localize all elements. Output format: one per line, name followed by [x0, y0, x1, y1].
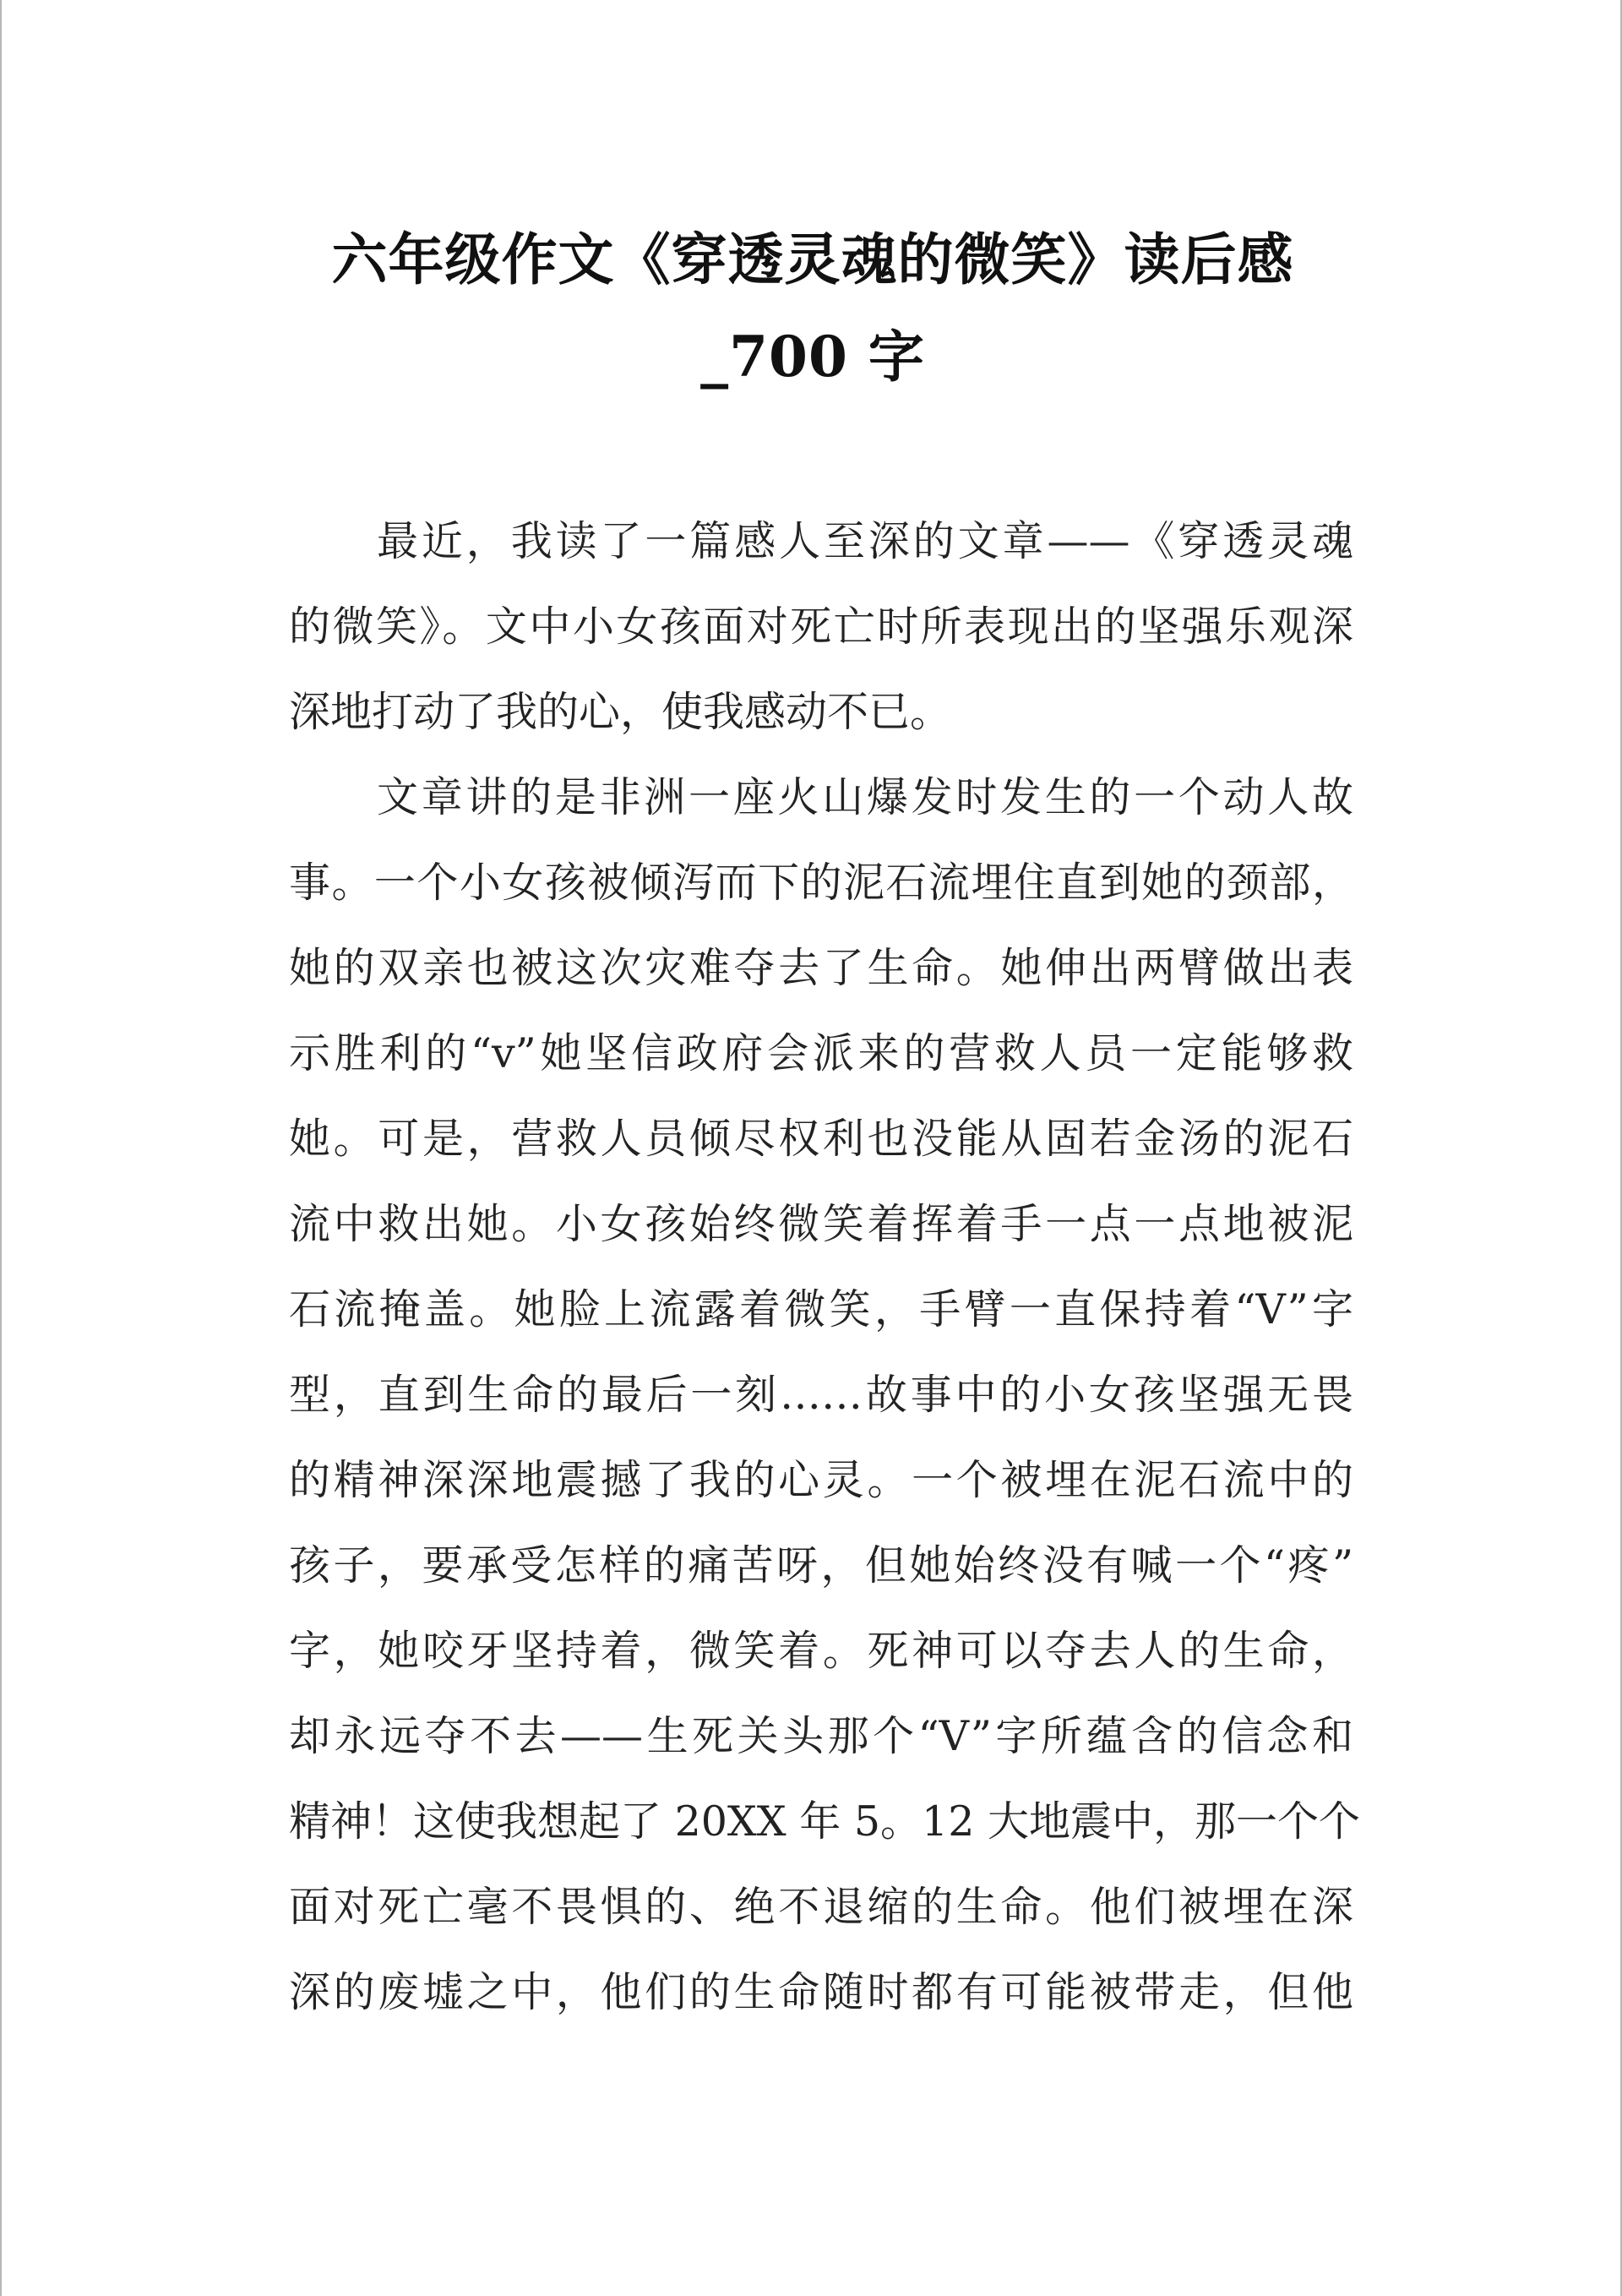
text-line: 她的双亲也被这次灾难夺去了生命。她伸出两臂做出表 [289, 944, 1353, 992]
title-line: 六年级作文《穿透灵魂的微笑》读后感 [331, 226, 1294, 292]
paragraph-intro [289, 499, 1353, 755]
document-title [255, 211, 1370, 406]
text-line: 面对死亡毫不畏惧的、绝不退缩的生命。他们被埋在深 [289, 1883, 1353, 1931]
text-line: 她。可是，营救人员倾尽权利也没能从固若金汤的泥石 [289, 1115, 1353, 1163]
text-line: 型，直到生命的最后一刻……故事中的小女孩坚强无畏 [289, 1371, 1353, 1419]
text-line: 最近，我读了一篇感人至深的文章——《穿透灵魂 [377, 517, 1353, 565]
text-line: 字，她咬牙坚持着，微笑着。死神可以夺去人的生命， [289, 1627, 1353, 1675]
title-line: _700 字 [700, 324, 925, 390]
text-line: 孩子，要承受怎样的痛苦呀，但她始终没有喊一个“疼” [289, 1541, 1353, 1590]
text-line: 石流掩盖。她脸上流露着微笑，手臂一直保持着“V”字 [289, 1285, 1353, 1333]
text-line: 流中救出她。小女孩始终微笑着挥着手一点一点地被泥 [289, 1200, 1353, 1248]
text-line: 示胜利的“v”她坚信政府会派来的营救人员一定能够救 [289, 1029, 1353, 1077]
text-line: 深地打动了我的心，使我感动不已。 [289, 688, 952, 736]
text-line: 深的废墟之中，他们的生命随时都有可能被带走，但他 [289, 1968, 1353, 2016]
paragraph-story [289, 755, 1360, 2035]
text-line: 事。一个小女孩被倾泻而下的泥石流埋住直到她的颈部， [289, 859, 1353, 907]
text-line: 的精神深深地震撼了我的心灵。一个被埋在泥石流中的 [289, 1456, 1353, 1504]
text-line: 的微笑》。文中小女孩面对死亡时所表现出的坚强乐观深 [289, 603, 1353, 651]
document-body [289, 499, 1360, 2035]
text-line: 精神！这使我想起了 20XX 年 5。12 大地震中，那一个个 [289, 1797, 1360, 1846]
text-line: 文章讲的是非洲一座火山爆发时发生的一个动人故 [377, 773, 1353, 821]
text-line: 却永远夺不去——生死关头那个“V”字所蕴含的信念和 [289, 1712, 1353, 1760]
